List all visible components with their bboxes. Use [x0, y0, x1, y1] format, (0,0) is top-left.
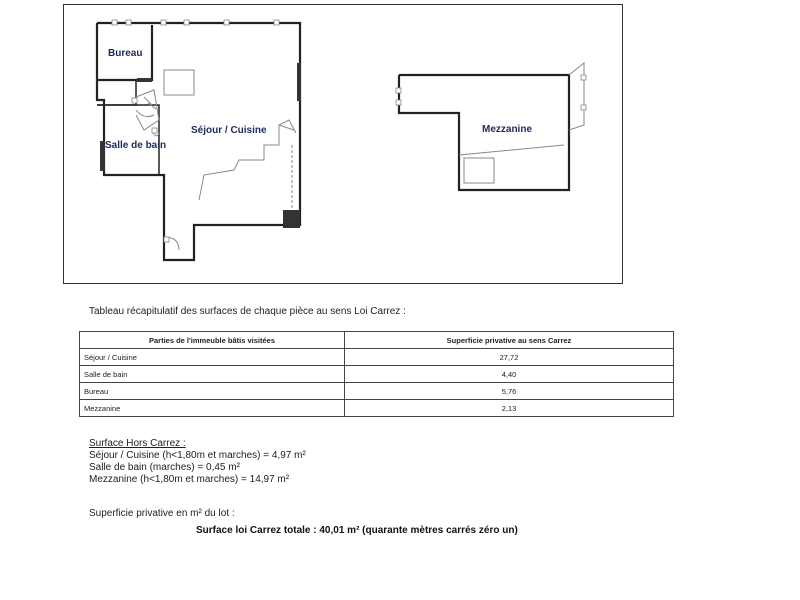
room-label-salle-de-bain: Salle de bain: [105, 140, 167, 151]
floor-plan-frame: [63, 4, 623, 284]
table-row: [80, 383, 674, 400]
total-surface: Surface loi Carrez totale : 40,01 m² (quarante mètres carrés zéro un): [196, 525, 518, 536]
privative-label: Superficie privative en m² du lot :: [89, 508, 235, 519]
row-room-name: Mezzanine: [80, 400, 345, 417]
row-room-name: Séjour / Cuisine: [80, 349, 345, 366]
row-room-name: Salle de bain: [80, 366, 345, 383]
floor-plan-drawing: [64, 5, 624, 285]
hors-carrez-section: [89, 438, 306, 486]
table-intro-text: Tableau récapitulatif des surfaces de chaque pièce au sens Loi Carrez :: [89, 306, 406, 317]
row-surface-value: 5,76: [345, 383, 674, 400]
hors-carrez-line: Séjour / Cuisine (h<1,80m et marches) = 4,97 m²: [89, 450, 306, 461]
hors-carrez-line: Salle de bain (marches) = 0,45 m²: [89, 462, 240, 473]
table-header-row: [80, 332, 674, 349]
room-label-bureau: Bureau: [108, 48, 143, 59]
row-surface-value: 27,72: [345, 349, 674, 366]
row-surface-value: 4,40: [345, 366, 674, 383]
hors-carrez-line: Mezzanine (h<1,80m et marches) = 14,97 m²: [89, 474, 290, 485]
header-surface: Superficie privative au sens Carrez: [345, 332, 674, 349]
row-surface-value: 2,13: [345, 400, 674, 417]
room-label-mezzanine: Mezzanine: [482, 124, 533, 135]
table-row: [80, 366, 674, 383]
hors-carrez-title: Surface Hors Carrez :: [89, 438, 186, 449]
surfaces-table: [79, 331, 674, 417]
header-rooms: Parties de l'immeuble bâtis visitées: [80, 332, 345, 349]
table-row: [80, 349, 674, 366]
room-label-sejour: Séjour / Cuisine: [191, 125, 267, 136]
table-row: [80, 400, 674, 417]
row-room-name: Bureau: [80, 383, 345, 400]
